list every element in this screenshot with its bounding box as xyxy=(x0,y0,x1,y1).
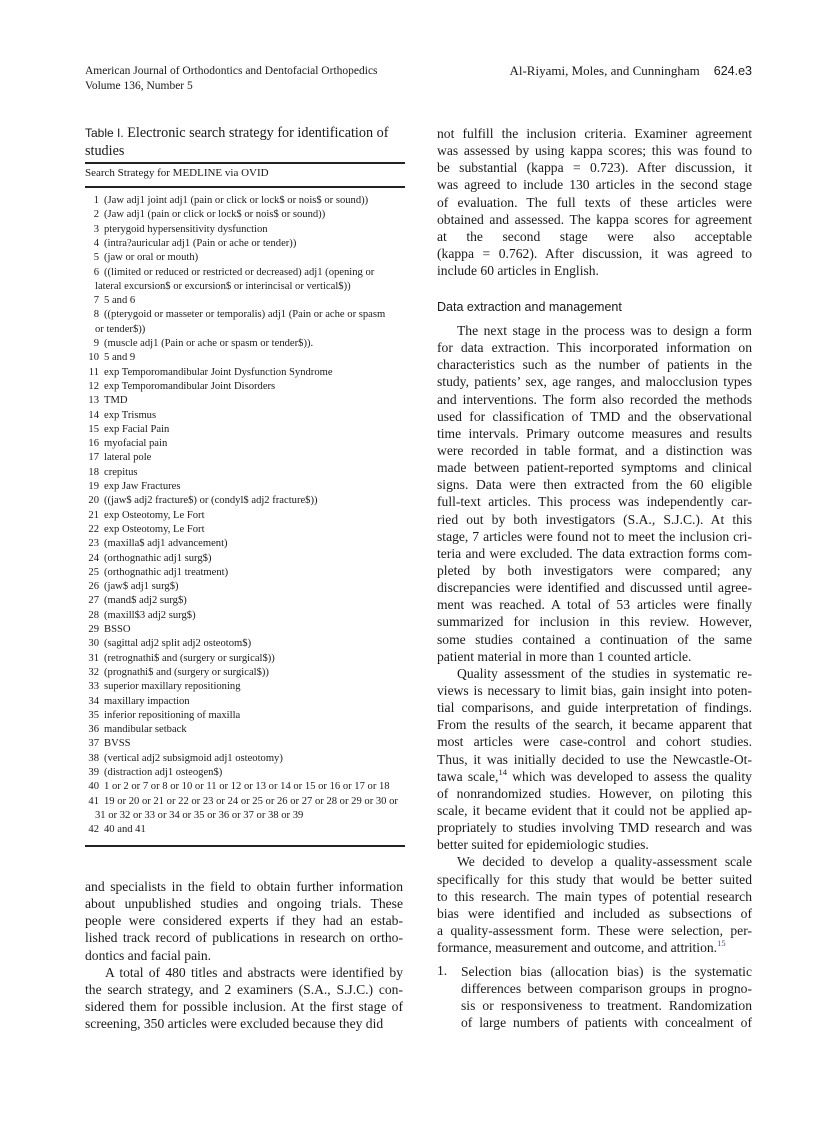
table-row xyxy=(85,552,407,566)
table-row xyxy=(85,251,407,265)
text-line: time intervals. Primary outcome measures and results xyxy=(437,425,752,441)
paragraph xyxy=(437,322,752,665)
table-caption-text-cont: studies xyxy=(85,143,125,159)
text-line: characteristics such as the number of patients in the xyxy=(437,357,752,373)
row-query: BSSO xyxy=(104,624,131,635)
text-segment: tawa scale, xyxy=(437,768,499,784)
row-query: (jaw$ adj1 surg$) xyxy=(104,581,179,593)
row-query: exp Temporomandibular Joint Disorders xyxy=(104,380,276,392)
row-query: (vertical adj2 subsigmoid adj1 osteotomy) xyxy=(104,752,283,764)
text-line: summarized for inclusion in this review. However, xyxy=(437,614,752,630)
row-number: 11 xyxy=(88,366,99,378)
row-number: 2 xyxy=(93,209,99,221)
row-number: 13 xyxy=(88,395,99,407)
row-query: crepitus xyxy=(104,466,138,478)
row-number: 5 xyxy=(93,252,99,264)
row-number: 37 xyxy=(88,738,99,750)
row-number: 1 xyxy=(93,195,99,206)
text-line: ried out by both investigators (S.A., S.J.C.). At this xyxy=(437,511,752,527)
text-line: signs. Data were then extracted from the 60 eligible xyxy=(437,477,752,493)
text-line: specifically for this study that would be better suited xyxy=(437,871,752,887)
row-query: or tender$)) xyxy=(95,323,146,335)
left-column-text xyxy=(85,878,403,1032)
text-line: of nonrandomized studies. However, on piloting this xyxy=(437,785,752,801)
row-query: (muscle adj1 (Pain or ache or spasm or tender$)). xyxy=(104,338,314,349)
row-number: 8 xyxy=(93,309,99,321)
row-number: 16 xyxy=(88,438,99,450)
paragraph xyxy=(437,665,752,854)
text-line: teria and were excluded. The data extraction forms com- xyxy=(437,545,752,561)
row-query: exp Osteotomy, Le Fort xyxy=(104,523,205,535)
row-number: 41 xyxy=(88,795,99,807)
list-item xyxy=(461,963,752,1032)
table-row xyxy=(85,208,407,222)
text-line: the search strategy, and 2 examiners (S.A., S.J.C.) con- xyxy=(85,981,403,997)
text-line: screening, 350 articles were excluded because they did xyxy=(85,1016,384,1032)
text-line: of evaluation. The full texts of these articles were xyxy=(437,194,752,210)
row-query: TMD xyxy=(104,395,128,407)
text-line: for data extraction. This incorporated information on xyxy=(437,340,752,356)
text-line: sidered them for possible inclusion. At the first stage of xyxy=(85,998,403,1014)
row-query: pterygoid hypersensitivity dysfunction xyxy=(104,223,268,235)
text-line: differences between comparison groups in progno- xyxy=(461,981,752,997)
text-line: people were considered experts if they had an estab- xyxy=(85,913,403,929)
table-row xyxy=(85,637,407,651)
row-number: 6 xyxy=(93,266,99,278)
row-query: 19 or 20 or 21 or 22 or 23 or 24 or 25 or 26 or 27 or 28 or 29 or 30 or xyxy=(104,795,398,807)
row-number: 12 xyxy=(88,380,99,392)
table-row xyxy=(85,280,417,294)
row-number: 33 xyxy=(88,681,99,693)
table-row xyxy=(85,266,407,280)
text-line: obtained and assessed. The kappa scores for agreement xyxy=(437,211,752,227)
table-row xyxy=(85,237,407,251)
text-line: A total of 480 titles and abstracts were identified by xyxy=(105,964,403,980)
text-line: full-text articles. This process was independently car- xyxy=(437,494,752,510)
row-query: superior maxillary repositioning xyxy=(104,681,241,693)
row-query: (Jaw adj1 (pain or click or lock$ or nois$ or sound)) xyxy=(104,209,326,221)
text-line: We decided to develop a quality-assessment scale xyxy=(457,854,752,870)
row-query: 31 or 32 or 33 or 34 or 35 or 36 or 37 or 38 or 39 xyxy=(95,809,304,821)
text-line: scale, it became evident that it could not be applied ap- xyxy=(437,802,752,818)
row-number: 14 xyxy=(88,409,99,421)
right-column-text xyxy=(437,322,752,956)
table-row xyxy=(85,494,407,508)
text-line xyxy=(437,939,752,956)
row-query: (orthognathic adj1 treatment) xyxy=(104,566,229,578)
row-query: (mand$ adj2 surg$) xyxy=(104,595,187,607)
text-segment: formance, measurement and outcome, and attrition. xyxy=(437,940,718,956)
row-number: 21 xyxy=(88,509,99,521)
row-number: 26 xyxy=(88,581,99,593)
row-query: lateral excursion$ or excursion$ or interincisal or vertical$)) xyxy=(95,280,351,292)
table-row xyxy=(85,737,407,751)
page-number: 624.e3 xyxy=(713,64,752,78)
text-line: Selection bias (allocation bias) is the systematic xyxy=(461,964,752,979)
table-bottom-rule xyxy=(85,845,405,847)
table-row xyxy=(85,423,407,437)
row-number: 20 xyxy=(88,495,99,507)
right-column-text-top xyxy=(437,125,752,279)
text-line: tial comparisons, and guide interpretation of findings. xyxy=(437,700,752,716)
text-line: was agreed to include 130 articles in the second stage xyxy=(437,177,752,193)
text-segment: which was developed to assess the quality xyxy=(506,768,752,784)
table-row xyxy=(85,823,407,837)
table-row xyxy=(85,409,407,423)
row-number: 7 xyxy=(93,295,99,307)
row-number: 39 xyxy=(88,767,99,778)
table-row xyxy=(85,752,407,766)
table-row xyxy=(85,680,407,694)
row-query: (sagittal adj2 split adj2 osteotom$) xyxy=(104,638,252,650)
text-line: was assessed by using kappa scores; this was found to xyxy=(437,143,752,159)
row-number: 42 xyxy=(88,824,99,836)
table-row xyxy=(85,394,407,408)
row-number: 29 xyxy=(88,624,99,635)
citation-superscript[interactable]: 15 xyxy=(717,938,726,949)
row-number: 9 xyxy=(93,338,99,349)
text-line: propriately to studies involving TMD research and was xyxy=(437,820,752,836)
row-number: 25 xyxy=(88,566,99,578)
table-caption xyxy=(85,124,405,160)
text-line: and interventions. The form also recorded the methods xyxy=(437,391,752,407)
row-number: 27 xyxy=(88,595,99,607)
table-row xyxy=(85,609,407,623)
table-row xyxy=(85,523,407,537)
table-row xyxy=(85,194,407,208)
row-number: 10 xyxy=(88,352,99,364)
table-row xyxy=(85,652,407,666)
table-row xyxy=(85,809,417,823)
text-line: at the second stage were also acceptable xyxy=(437,228,752,244)
table-row xyxy=(85,766,407,780)
table-row xyxy=(85,308,407,322)
table-row xyxy=(85,580,407,594)
row-query: (maxilla$ adj1 advancement) xyxy=(104,538,228,550)
row-query: exp Osteotomy, Le Fort xyxy=(104,509,205,521)
row-number: 22 xyxy=(88,523,99,535)
text-line: ment was reached. A total of 53 articles were finally xyxy=(437,597,752,613)
table-row xyxy=(85,466,407,480)
row-number: 15 xyxy=(88,423,99,435)
row-query: exp Facial Pain xyxy=(104,423,170,435)
row-query: ((pterygoid or masseter or temporalis) adj1 (Pain or ache or spasm xyxy=(104,309,386,321)
table-row xyxy=(85,537,407,551)
row-query: exp Trismus xyxy=(104,409,157,421)
row-query: mandibular setback xyxy=(104,724,187,736)
table-row xyxy=(85,594,407,608)
text-line: were recorded in table format, and a distinction was xyxy=(437,442,752,458)
row-query: 5 and 6 xyxy=(104,295,136,307)
text-line: include 60 articles in English. xyxy=(437,263,599,279)
row-number: 19 xyxy=(88,481,99,492)
text-line: patient material in more than 1 counted article. xyxy=(437,648,692,664)
table-row xyxy=(85,451,407,465)
text-line: pleted by both investigators were compared; any xyxy=(437,562,752,578)
row-query: (Jaw adj1 joint adj1 (pain or click or lock$ or nois$ or sound)) xyxy=(104,195,369,206)
row-number: 30 xyxy=(88,638,99,650)
row-number: 17 xyxy=(88,452,99,464)
row-number: 35 xyxy=(88,709,99,721)
text-line: be substantial (kappa = 0.723). After discussion, it xyxy=(437,160,752,176)
text-line: bias were identified and included as subsections of xyxy=(437,905,752,921)
table-row xyxy=(85,795,407,809)
row-query: (jaw or oral or mouth) xyxy=(104,252,199,264)
authors: Al-Riyami, Moles, and Cunningham xyxy=(509,63,700,78)
text-line: (kappa = 0.762). After discussion, it was agreed to xyxy=(437,245,752,261)
row-number: 40 xyxy=(88,781,99,793)
list-number: 1. xyxy=(437,963,448,978)
row-query: 1 or 2 or 7 or 8 or 10 or 11 or 12 or 13 or 14 or 15 or 16 or 17 or 18 xyxy=(104,781,390,793)
row-query: (maxill$3 adj2 surg$) xyxy=(104,609,196,621)
row-query: (orthognathic adj1 surg$) xyxy=(104,552,212,564)
text-line: From the results of the search, it became apparent that xyxy=(437,717,752,733)
paragraph xyxy=(437,853,752,956)
row-number: 34 xyxy=(88,695,99,707)
text-line: to this research. The main types of potential research xyxy=(437,888,752,904)
table-row xyxy=(85,223,407,237)
row-query: exp Jaw Fractures xyxy=(104,481,181,492)
paragraph xyxy=(85,964,403,1033)
citation-superscript: 14 xyxy=(498,766,507,777)
text-line: sis or responsiveness to treatment. Randomization xyxy=(461,998,752,1014)
journal-title: American Journal of Orthodontics and Dentofacial Orthopedics xyxy=(85,65,378,77)
text-line: and specialists in the field to obtain further information xyxy=(85,879,403,894)
table-row xyxy=(85,480,407,494)
text-line: lished track record of publications in research on ortho- xyxy=(85,930,403,946)
row-number: 32 xyxy=(88,666,99,678)
row-number: 3 xyxy=(93,223,99,235)
row-number: 23 xyxy=(88,538,99,550)
row-number: 28 xyxy=(88,609,99,621)
text-line: study, patients’ sex, age ranges, and malocclusion types xyxy=(437,374,752,390)
section-heading: Data extraction and management xyxy=(437,300,622,314)
text-line: better suited for epidemiologic studies. xyxy=(437,837,649,853)
table-row xyxy=(85,294,407,308)
text-line: about unpublished studies and ongoing trials. These xyxy=(85,896,403,912)
row-query: (prognathi$ and (surgery or surgical$)) xyxy=(104,666,269,678)
table-row xyxy=(85,695,407,709)
text-line: of large numbers of patients with concealment of xyxy=(461,1015,752,1031)
text-line: stage, 7 articles were found not to meet the inclusion cri- xyxy=(437,528,752,544)
table-row xyxy=(85,509,407,523)
table-row xyxy=(85,323,417,337)
table-row xyxy=(85,366,407,380)
row-query: ((jaw$ adj2 fracture$) or (condyl$ adj2 fracture$)) xyxy=(104,495,318,507)
table-row xyxy=(85,780,407,794)
text-line: some studies contained a continuation of the same xyxy=(437,631,752,647)
row-query: ((limited or reduced or restricted or decreased) adj1 (opening or xyxy=(104,266,375,278)
table-row xyxy=(85,723,407,737)
table-column-header: Search Strategy for MEDLINE via OVID xyxy=(85,167,269,179)
row-number: 24 xyxy=(88,552,99,564)
table-row xyxy=(85,380,407,394)
paragraph xyxy=(437,125,752,279)
row-number: 31 xyxy=(88,652,99,664)
table-row xyxy=(85,437,407,451)
table-label: Table I. xyxy=(85,126,124,140)
text-line: dontics and facial pain. xyxy=(85,947,212,963)
table-row xyxy=(85,666,407,680)
header-right xyxy=(509,63,752,79)
row-number: 36 xyxy=(88,724,99,736)
table-row xyxy=(85,337,407,351)
table-row xyxy=(85,351,407,365)
row-query: 40 and 41 xyxy=(104,824,146,836)
row-query: 5 and 9 xyxy=(104,352,136,364)
text-line: Thus, it was initially decided to use the Newcastle-Ot- xyxy=(437,751,752,767)
row-number: 4 xyxy=(93,237,99,249)
row-query: exp Temporomandibular Joint Dysfunction Syndrome xyxy=(104,366,333,378)
table-row xyxy=(85,623,407,637)
text-line: most articles were case-control and cohort studies. xyxy=(437,734,752,750)
row-query: lateral pole xyxy=(104,452,152,464)
text-line: used for classification of TMD and the observational xyxy=(437,408,752,424)
text-line: not fulfill the inclusion criteria. Examiner agreement xyxy=(437,126,752,141)
table-header-rule xyxy=(85,186,405,188)
row-query: BVSS xyxy=(104,738,131,750)
text-line: The next stage in the process was to design a form xyxy=(457,323,752,338)
row-number: 18 xyxy=(88,466,99,478)
row-query: (distraction adj1 osteogen$) xyxy=(104,767,223,778)
table-caption-text: Electronic search strategy for identification of xyxy=(127,125,389,141)
paragraph xyxy=(85,878,403,964)
text-line: views is necessary to limit bias, gain insight into poten- xyxy=(437,682,752,698)
row-query: (retrognathi$ and (surgery or surgical$)) xyxy=(104,652,275,664)
table-row xyxy=(85,566,407,580)
table-row xyxy=(85,709,407,723)
row-number: 38 xyxy=(88,752,99,764)
text-line: Quality assessment of the studies in systematic re- xyxy=(457,665,752,681)
text-line: discrepancies were identified and discussed until agree- xyxy=(437,580,752,596)
row-query: myofacial pain xyxy=(104,438,168,450)
text-line xyxy=(437,768,752,785)
text-line: made between patient-reported symptoms and clinical xyxy=(437,460,752,476)
table-top-rule xyxy=(85,162,405,164)
text-line: a quality-assessment form. These were selection, per- xyxy=(437,922,752,938)
row-query: (intra?auricular adj1 (Pain or ache or tender)) xyxy=(104,237,297,249)
journal-volume: Volume 136, Number 5 xyxy=(85,80,193,92)
row-query: maxillary impaction xyxy=(104,695,190,707)
row-query: inferior repositioning of maxilla xyxy=(104,709,241,721)
